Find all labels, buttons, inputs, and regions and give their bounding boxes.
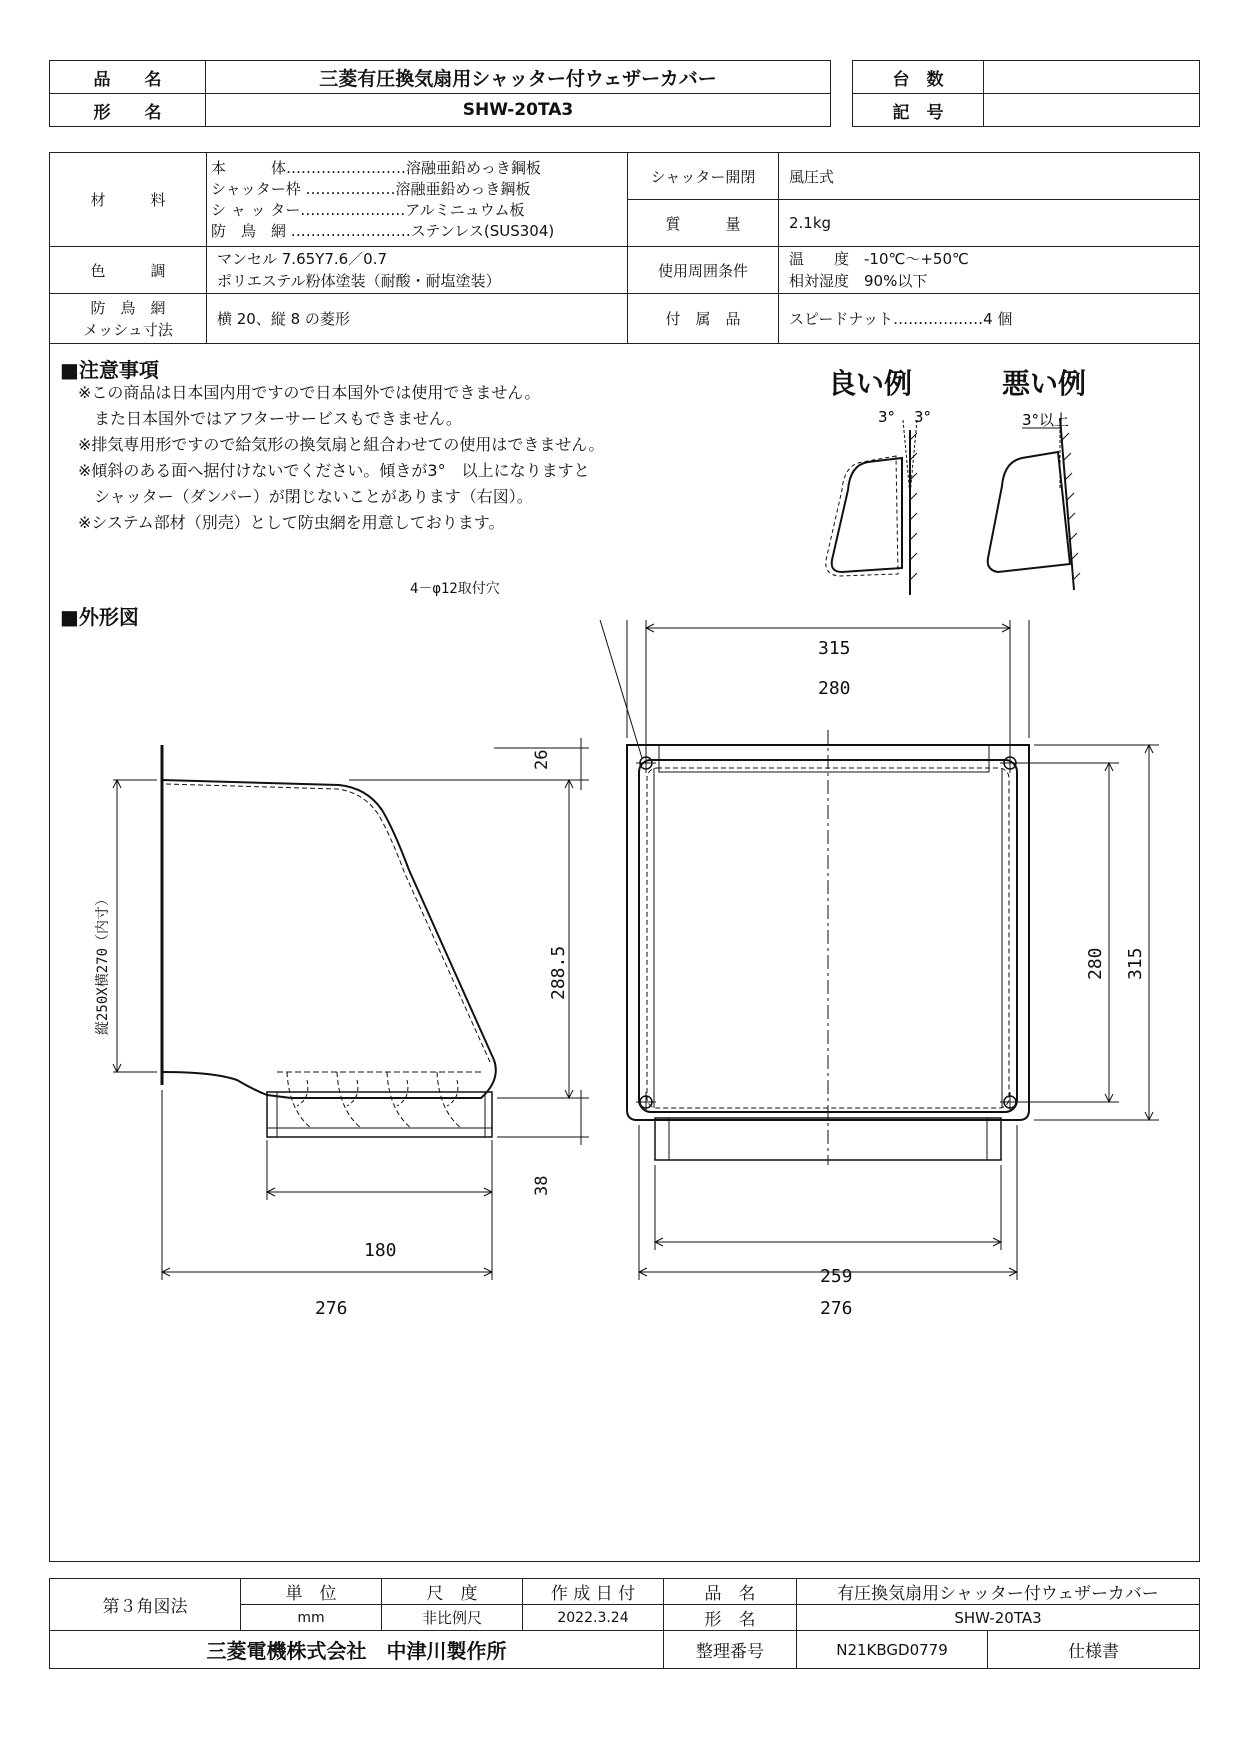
- material-line-3: シ ャ ッ ター…………………アルミニュウム板: [211, 200, 525, 219]
- color-line-2: ポリエステル粉体塗装（耐酸・耐塩塗装）: [217, 272, 501, 290]
- outline-drawing: [49, 620, 1198, 1360]
- scale-value: 非比例尺: [382, 1605, 523, 1631]
- bad-example-label: 悪い例: [1002, 367, 1087, 400]
- mass-label: 質 量: [628, 200, 779, 247]
- scale-label: 尺 度: [382, 1579, 523, 1605]
- hinmei-value: 三菱有圧換気扇用シャッター付ウェザーカバー: [206, 61, 831, 94]
- mass-value: 2.1kg: [779, 200, 1200, 247]
- env-cell: [779, 247, 1200, 294]
- company-name: 三菱電機株式会社 中津川製作所: [50, 1631, 664, 1669]
- dim-front-body-inner-width: 259: [820, 1266, 853, 1287]
- good-example-label: 良い例: [828, 367, 913, 400]
- hole-label: 4－φ12取付穴: [410, 581, 500, 597]
- spec-table: [49, 152, 1200, 344]
- material-label: 材 料: [50, 153, 207, 247]
- dim-front-body-outer-width: 276: [820, 1298, 853, 1319]
- accessory-label: 付 属 品: [628, 294, 779, 344]
- note-line-6: ※システム部材（別売）として防虫網を用意しております。: [78, 513, 505, 532]
- dim-front-hole-width: 280: [818, 678, 851, 699]
- material-line-4: 防 鳥 網 ……………………ステンレス(SUS304): [211, 221, 555, 240]
- mesh-label-cell: [50, 294, 207, 344]
- note-line-4: ※傾斜のある面へ据付けないでください。傾きが3° 以上になりますと: [78, 461, 590, 480]
- header-table: [49, 60, 831, 127]
- dim-side-height: 288.5: [548, 945, 569, 1000]
- color-line-1: マンセル 7.65Y7.6／0.7: [217, 250, 388, 268]
- katamei-footer-label: 形 名: [664, 1605, 797, 1631]
- hinmei-label: 品 名: [50, 61, 206, 94]
- katamei-value: SHW-20TA3: [206, 94, 831, 127]
- katamei-label: 形 名: [50, 94, 206, 127]
- shutter-label: シャッター開閉: [628, 153, 779, 200]
- env-line-1: 温 度 -10℃～+50℃: [789, 250, 969, 268]
- projection: 第３角図法: [50, 1579, 241, 1631]
- date-label: 作 成 日 付: [523, 1579, 664, 1605]
- drawing-heading: ■外形図: [60, 605, 139, 629]
- dim-front-outer-height: 315: [1125, 947, 1146, 980]
- inner-size-label: 縦250X横270（内寸）: [95, 891, 111, 1035]
- daisuu-label: 台 数: [853, 61, 984, 94]
- dim-side-top: 26: [532, 749, 552, 770]
- hinmei-footer-label: 品 名: [664, 1579, 797, 1605]
- unit-value: mm: [241, 1605, 382, 1631]
- dim-side-shutter-width: 180: [364, 1240, 397, 1261]
- katamei-footer-value: SHW-20TA3: [797, 1605, 1200, 1631]
- kigou-label: 記 号: [853, 94, 984, 127]
- seiri-label: 整理番号: [664, 1631, 797, 1669]
- seiri-value: N21KBGD0779: [797, 1631, 988, 1669]
- dim-side-bottom: 38: [532, 1175, 552, 1196]
- bad-angle: 3°以上: [1022, 411, 1070, 429]
- shutter-value: 風圧式: [779, 153, 1200, 200]
- notes-list: [78, 380, 778, 536]
- good-angle-right: 3°: [914, 408, 932, 426]
- mesh-value: 横 20、縦 8 の菱形: [207, 294, 628, 344]
- dim-side-depth: 276: [315, 1298, 348, 1319]
- note-line-2: また日本国外ではアフターサービスもできません。: [78, 409, 462, 428]
- material-line-1: 本 体……………………溶融亜鉛めっき鋼板: [211, 158, 541, 177]
- note-line-3: ※排気専用形ですので給気形の換気扇と組合わせての使用はできません。: [78, 435, 605, 454]
- daisuu-value: [984, 61, 1200, 94]
- env-label: 使用周囲条件: [628, 247, 779, 294]
- header-count-table: [852, 60, 1200, 127]
- color-label: 色 調: [50, 247, 207, 294]
- hinmei-footer-value: 有圧換気扇用シャッター付ウェザーカバー: [797, 1579, 1200, 1605]
- mesh-label-2: メッシュ寸法: [83, 320, 173, 339]
- unit-label: 単 位: [241, 1579, 382, 1605]
- note-line-1: ※この商品は日本国内用ですので日本国外では使用できません。: [78, 383, 541, 402]
- notes-heading: ■注意事項: [60, 358, 159, 382]
- date-value: 2022.3.24: [523, 1605, 664, 1631]
- footer-table: [49, 1578, 1200, 1669]
- dim-front-hole-height: 280: [1085, 947, 1106, 980]
- mesh-label-1: 防 鳥 網: [90, 298, 166, 317]
- accessory-value: スピードナット………………4 個: [779, 294, 1200, 344]
- color-cell: [207, 247, 628, 294]
- env-line-2: 相対湿度 90%以下: [789, 272, 928, 290]
- material-cell: [207, 153, 628, 247]
- material-line-2: シャッター枠 ………………溶融亜鉛めっき鋼板: [211, 179, 531, 198]
- doc-type: 仕様書: [988, 1631, 1200, 1669]
- good-angle-left: 3°: [878, 408, 896, 426]
- mounting-example-diagram: [790, 400, 1110, 600]
- kigou-value: [984, 94, 1200, 127]
- dim-front-outer-width: 315: [818, 638, 851, 659]
- note-line-5: シャッター（ダンパー）が閉じないことがあります（右図）。: [78, 487, 533, 506]
